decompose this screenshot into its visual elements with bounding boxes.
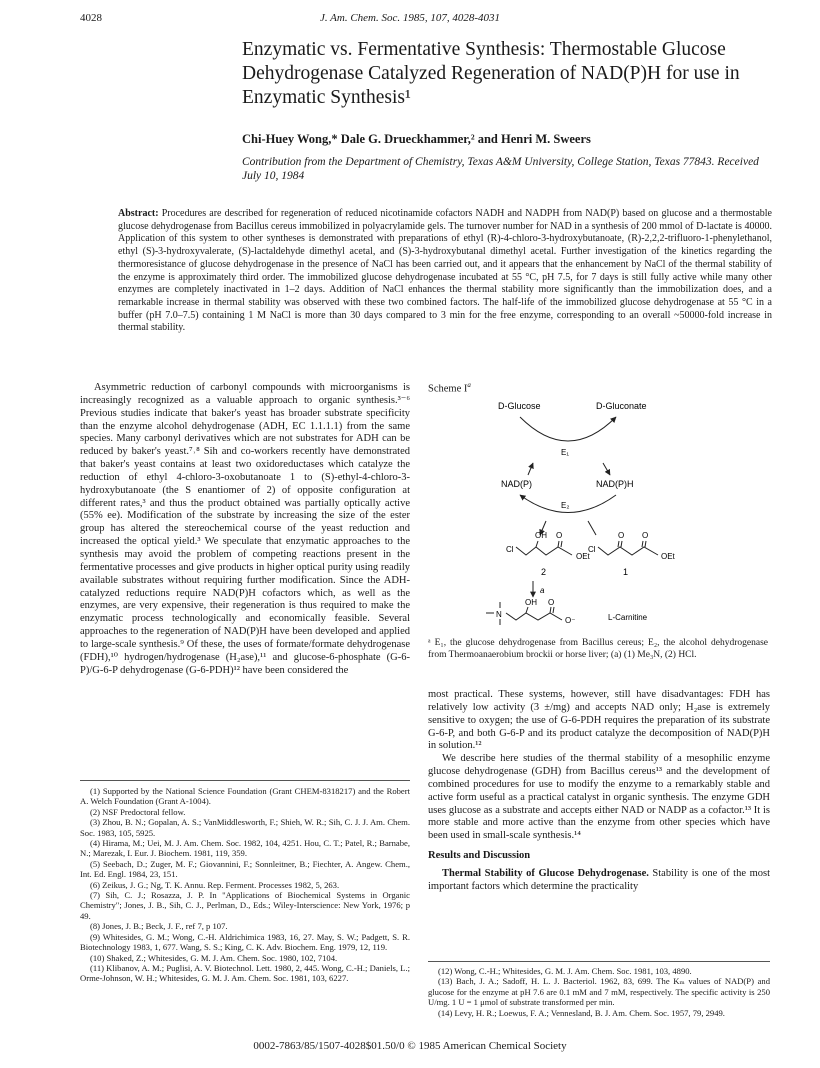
e2-label: E₂	[561, 501, 570, 510]
footnote: (7) Sih, C. J.; Rosazza, J. P. In "Applications of Biochemical Systems in Organic Chemistry"; Jones, J. B., Sih, C. J., Perlman, D., Eds.; Wiley-Interscience: New York, 1976; p 49.	[80, 890, 410, 921]
scheme-diagram	[428, 395, 768, 625]
para3-lead: Thermal Stability of Glucose Dehydrogenase.	[442, 867, 649, 879]
right-column	[428, 689, 770, 894]
oet-label-1: OEt	[661, 552, 675, 561]
footnote: (12) Wong, C.-H.; Whitesides, G. M. J. Am. Chem. Soc. 1981, 103, 4890.	[438, 966, 692, 976]
compound-2-structure	[506, 531, 591, 561]
compound-1-structure	[588, 531, 676, 561]
oh-label-2: OH	[535, 531, 547, 540]
footnotes-right	[428, 966, 770, 1018]
oh-label-c: OH	[525, 598, 537, 607]
e1-arrow	[520, 417, 616, 441]
d-gluconate-label: D-Gluconate	[596, 401, 647, 411]
footnote: (5) Seebach, D.; Zuger, M. F.; Giovannini, F.; Sonnleitner, B.; Fiechter, A. Angew. Chem., Int. Ed. Engl. 1984, 23, 151.	[80, 858, 410, 880]
o-label-1b: O	[642, 531, 649, 540]
o-minus-label: O⁻	[565, 616, 576, 625]
footnote: (6) Zeikus, J. G.; Ng, T. K. Annu. Rep. Ferment. Processes 1982, 5, 263.	[90, 879, 340, 890]
footnote: (10) Shaked, Z.; Whitesides, G. M. J. Am. Chem. Soc. 1980, 102, 7104.	[90, 952, 338, 963]
footnotes-left	[80, 786, 410, 984]
n-label: N	[496, 610, 502, 619]
nadp-label: NAD(P)	[501, 479, 532, 489]
o-label-1a: O	[618, 531, 625, 540]
para3-text: Stability is one of the most important factors which determine the practicality	[428, 867, 770, 892]
from-substrate-line	[588, 521, 596, 535]
footnote: (11) Klibanov, A. M.; Puglisi, A. V. Biotechnol. Lett. 1980, 2, 445. Wong, C.-H.; Daniels, L.; Orme-Johnson, W. H.; Whitesides, G. M. J. Am. Chem. Soc. 1981, 103, 6227.	[80, 962, 410, 984]
nadph-arrow-down	[603, 463, 610, 475]
right-paragraph-3	[428, 868, 770, 894]
nadp-arrow-up	[528, 463, 533, 475]
page-number: 4028	[80, 12, 102, 24]
right-paragraph-1: most practical. These systems, however, still have disadvantages: FDH has relatively low activity (3 ±/mg) and accepts NAD only; H₂ase is extremely sensitive to oxygen; the use of G-6-PDH requires the preparation of its substrate G-6-P, and both G-6-P and its product catalyze the decomposition of NAD(P)H in solution.¹²	[428, 689, 770, 752]
step-a-label: a	[540, 586, 545, 595]
d-glucose-label: D-Glucose	[498, 401, 541, 411]
e1-label: E₁	[561, 448, 570, 457]
abstract-text: Procedures are described for regeneration of reduced nicotinamide cofactors NADH and NADPH from NAD(P) based on glucose and a thermostable glucose dehydrogenase from Bacillus cereus immobilized in polyacrylamide gels. The turnover number for NAD in a synthesis of 200 mmol of D-lactate is 40000. Application of this system to other syntheses is demonstrated with preparations of ethyl (R)-4-chloro-3-hydroxybutanoate, (R)-2,2,2-trifluoro-1-phenylethanol, ethyl (S)-3-hydroxyvalerate, (S)-lactaldehyde dimethyl acetal, and (S)-3-hydroxybutanal dimethyl acetal. Further investigation of the kinetics regarding the thermoresistance of glucose dehydrogenase in the presence of NaCl has been carried out, and it appears that the enhancement by NaCl of the thermal stability of the enzyme is approximately third order. The immobilized glucose dehydrogenase incubated at 55 °C, pH 7.5, for 7 days is still fully active while many other enzymes are completely inactivated in 1–2 days. Addition of NaCl enhances the thermal stability more significantly than the immobilization does, and a remarkable increase in thermal stability was observed with these two combined factors. The half-life of the immobilized glucose dehydrogenase at 55 °C in a buffer (pH 7.0–7.5) containing 1 M NaCl is more than 30 days compared to 3 min for the free enzyme, corresponding to an overall ~50000-fold increase in thermal stability.	[118, 208, 772, 334]
compound-2-number: 2	[541, 567, 547, 577]
scheme-label	[428, 381, 471, 395]
scheme-label-text: Scheme I	[428, 383, 468, 395]
scheme-label-sup: a	[467, 381, 471, 389]
abstract-label: Abstract:	[118, 208, 159, 219]
cl-label-1: Cl	[588, 545, 596, 554]
footnote: (2) NSF Predoctoral fellow.	[90, 806, 186, 817]
journal-citation: J. Am. Chem. Soc. 1985, 107, 4028-4031	[319, 12, 501, 24]
section-heading: Results and Discussion	[428, 850, 531, 862]
intro-paragraph: Asymmetric reduction of carbonyl compounds with microorganisms is increasingly recognized as a valuable approach to organic synthesis.³⁻⁶ Previous studies indicate that baker's yeast has broader substrate specificity than the enzyme alcohol dehydrogenase (ADH, EC 1.1.1.1) from the same species. Many carbonyl derivatives which are not substrates for ADH can be reduced by baker's yeast.⁷˒⁸ Sih and co-workers recently have demonstrated that baker's yeast contains at least two oxidoreductases which catalyze the reduction of ethyl 4-chloro-3-oxobutanoate 1 to (S)-ethyl-4-chloro-3-hydroxybutanoate (the S enantiomer of 2) of opposite configuration at different rates,³ and thus the product obtained was partially optically active (55% ee). Modification of the substrate by increasing the size of the ester group has altered the stereochemical course of the yeast reduction and increased the optical yield.³ We speculate that enzymatic approaches to the synthesis may avoid the problem of competing reactions present in the fermentative processes and give products in higher optical purity using readily available substrates without requiring further modification. Since the ADH-catalyzed reductions require NAD(P)H cofactors which, as well as the enzymes, are very expensive, their regeneration is thus required to make the enzymatic process technologically and economically feasible. Several approaches to the regeneration of NAD(P)H have been developed and applied to large-scale synthesis.⁹ Of these, the uses of formate/formate dehydrogenase (FDH),¹⁰ hydrogen/hydrogenase (H₂ase),¹¹ and glucose-6-phosphate (G-6-P)/G-6-P dehydrogenase (G-6-PDH)¹² have been considered the	[80, 382, 410, 676]
footnote: (1) Supported by the National Science Foundation (Grant CHEM-8318217) and the Robert A. Welch Foundation (Grant A-1004).	[80, 786, 410, 807]
footnote: (14) Levy, H. R.; Loewus, F. A.; Vennesland, B. J. Am. Chem. Soc. 1957, 79, 2949.	[438, 1007, 725, 1018]
right-paragraph-2: We describe here studies of the thermal stability of a mesophilic enzyme glucose dehydrogenase (GDH) from Bacillus cereus¹³ and the development of combined procedures for use to modify the enzyme to a remarkably stable and active form useful as a practical catalyst in organic synthesis. The enzyme GDH uses glucose as a substrate and accepts either NAD or NADP as a cofactor.¹³ It is more stable and more active than the enzyme from other species which have been used in small-scale synthesis.¹⁴	[428, 753, 770, 842]
affiliation: Contribution from the Department of Chemistry, Texas A&M University, College Station, Texas 77843. Received July 10, 1984	[242, 156, 759, 182]
cl-label-2: Cl	[506, 545, 514, 554]
nadph-label: NAD(P)H	[596, 479, 634, 489]
oet-label-2: OEt	[576, 552, 590, 561]
scheme-caption: ᵃ E₁, the glucose dehydrogenase from Bacillus cereus; E₂, the alcohol dehydrogenase from Thermoanaerobium brockii or horse liver; (a) (1) Me₃N, (2) HCl.	[428, 638, 768, 660]
l-carnitine-label: L-Carnitine	[608, 613, 648, 622]
o-label-c: O	[548, 598, 555, 607]
footnote: (8) Jones, J. B.; Beck, J. F., ref 7, p 107.	[90, 921, 228, 932]
left-column	[80, 382, 410, 677]
authors: Chi-Huey Wong,* Dale G. Drueckhammer,² and Henri M. Sweers	[242, 132, 591, 146]
compound-1-number: 1	[623, 567, 629, 577]
footnote-divider-left	[80, 780, 410, 781]
l-carnitine-structure	[486, 598, 575, 625]
footnote: (3) Zhou, B. N.; Gopalan, A. S.; VanMiddlesworth, F.; Shieh, W. R.; Sih, C. J. J. Am. Chem. Soc. 1983, 105, 5925.	[80, 817, 410, 838]
article-title: Enzymatic vs. Fermentative Synthesis: Thermostable Glucose Dehydrogenase Catalyzed Regeneration of NAD(P)H for use in Enzymatic Synthesis¹	[242, 39, 740, 108]
footnote-divider-right	[428, 961, 770, 962]
footnote: (4) Hirama, M.; Uei, M. J. Am. Chem. Soc. 1982, 104, 4251. Hou, C. T.; Patel, R.; Barnabe, N.; Marezak, I. Eur. J. Biochem. 1981, 119, 359.	[80, 838, 410, 859]
o-label-2: O	[556, 531, 563, 540]
page-footer: 0002-7863/85/1507-4028$01.50/0 © 1985 American Chemical Society	[253, 1040, 567, 1052]
footnote: (13) Bach, J. A.; Sadoff, H. L. J. Bacteriol. 1962, 83, 699. The Kₘ values of NAD(P) and glucose for the enzyme at pH 7.6 are 0.1 mM and 7 mM, respectively. The specific activity is 250 U/mg. 1 U = 1 μmol of substrate transformed per min.	[428, 976, 770, 1008]
abstract	[118, 208, 772, 335]
footnote: (9) Whitesides, G. M.; Wong, C.-H. Aldrichimica 1983, 16, 27. May, S. W.; Padgett, S. R. Biotechnology 1983, 1, 677. Wang, S. S.; King, C. K. Adv. Biochem. Eng. 1979, 12, 119.	[80, 931, 410, 953]
